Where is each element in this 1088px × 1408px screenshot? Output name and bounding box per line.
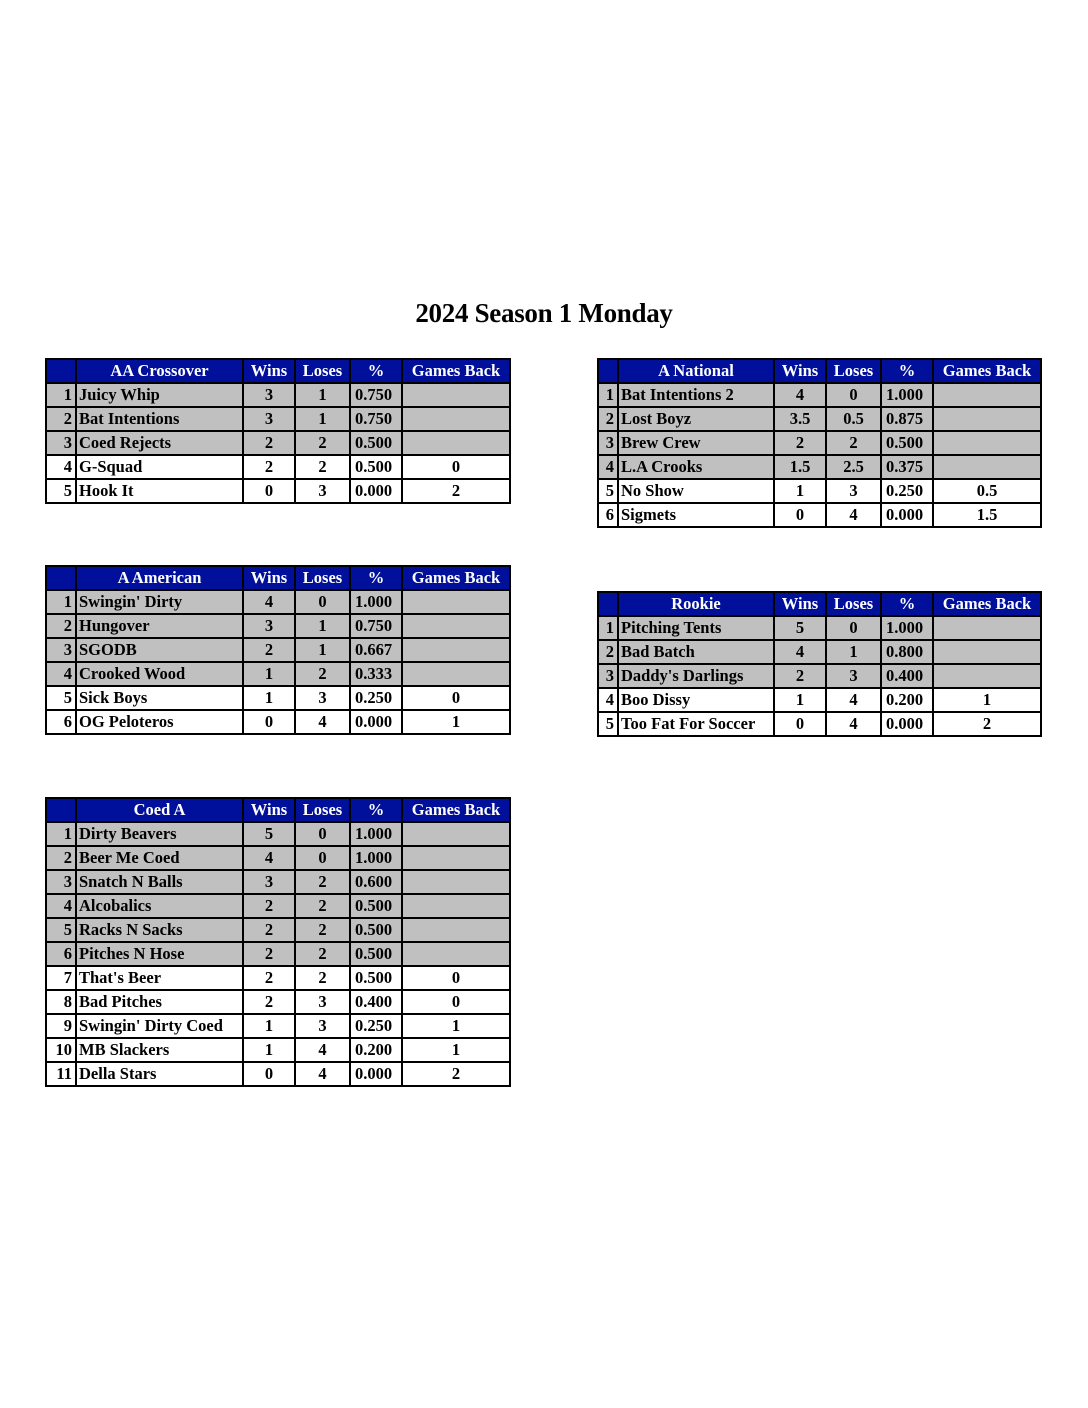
loses-header: Loses [295,798,350,822]
pct-cell: 0.500 [881,431,933,455]
pct-cell: 0.000 [350,479,402,503]
rank-cell: 7 [46,966,76,990]
wins-cell: 2 [243,638,295,662]
table-row [46,614,510,638]
games-back-cell [402,870,510,894]
team-name-cell: Snatch N Balls [76,870,243,894]
wins-header: Wins [774,359,826,383]
rank-cell: 1 [46,590,76,614]
rank-header [46,566,76,590]
standings-table-a-national [597,358,1042,528]
pct-cell: 0.200 [881,688,933,712]
rank-cell: 8 [46,990,76,1014]
games-back-cell [402,431,510,455]
loses-cell: 4 [826,688,881,712]
pct-cell: 0.400 [350,990,402,1014]
pct-cell: 0.600 [350,870,402,894]
table-row [46,638,510,662]
table-row [46,942,510,966]
rank-header [598,359,618,383]
pct-cell: 1.000 [350,590,402,614]
table-row [46,662,510,686]
division-name: A National [618,359,774,383]
wins-cell: 4 [774,640,826,664]
games-back-cell [402,638,510,662]
loses-cell: 3 [295,686,350,710]
table-row [46,990,510,1014]
table-row [46,1014,510,1038]
wins-cell: 3 [243,614,295,638]
loses-header: Loses [295,566,350,590]
rank-cell: 4 [598,455,618,479]
rank-cell: 5 [46,918,76,942]
table-row [598,616,1041,640]
loses-cell: 0 [295,846,350,870]
pct-cell: 0.333 [350,662,402,686]
pct-header: % [881,359,933,383]
rank-header [46,798,76,822]
team-name-cell: Brew Crew [618,431,774,455]
games-back-cell [402,894,510,918]
games-back-cell: 1 [402,1038,510,1062]
games-back-cell: 0 [402,455,510,479]
wins-cell: 0 [243,479,295,503]
pct-cell: 0.750 [350,614,402,638]
loses-cell: 3 [826,664,881,688]
games-back-cell: 1 [933,688,1041,712]
loses-header: Loses [295,359,350,383]
wins-cell: 1 [243,686,295,710]
rank-cell: 6 [598,503,618,527]
team-name-cell: Sigmets [618,503,774,527]
team-name-cell: Lost Boyz [618,407,774,431]
pct-header: % [350,359,402,383]
team-name-cell: Bat Intentions 2 [618,383,774,407]
rank-cell: 1 [598,616,618,640]
team-name-cell: Boo Dissy [618,688,774,712]
games-back-cell: 0 [402,966,510,990]
rank-cell: 4 [46,455,76,479]
games-back-cell [402,918,510,942]
games-back-cell [933,640,1041,664]
team-name-cell: Bad Pitches [76,990,243,1014]
loses-cell: 1 [826,640,881,664]
wins-header: Wins [243,798,295,822]
pct-cell: 0.800 [881,640,933,664]
team-name-cell: Beer Me Coed [76,846,243,870]
pct-header: % [881,592,933,616]
loses-cell: 0 [295,590,350,614]
games-back-cell [933,664,1041,688]
team-name-cell: OG Peloteros [76,710,243,734]
wins-header: Wins [774,592,826,616]
standings-table-a-american [45,565,511,735]
games-back-cell: 0.5 [933,479,1041,503]
games-back-cell: 1.5 [933,503,1041,527]
wins-cell: 1 [774,688,826,712]
division-name: Coed A [76,798,243,822]
games-back-cell: 2 [933,712,1041,736]
loses-cell: 0.5 [826,407,881,431]
games-back-cell: 0 [402,686,510,710]
table-row [598,455,1041,479]
wins-cell: 1 [243,662,295,686]
games-back-header: Games Back [402,359,510,383]
loses-cell: 2 [295,942,350,966]
games-back-cell [933,616,1041,640]
pct-cell: 0.500 [350,894,402,918]
games-back-cell: 0 [402,990,510,1014]
table-row [46,407,510,431]
games-back-cell [933,455,1041,479]
table-row [598,503,1041,527]
wins-cell: 2 [243,942,295,966]
table-row [46,431,510,455]
games-back-header: Games Back [933,359,1041,383]
pct-cell: 0.000 [350,710,402,734]
rank-cell: 3 [598,431,618,455]
rank-cell: 1 [46,822,76,846]
table-row [598,688,1041,712]
rank-cell: 2 [598,407,618,431]
table-row [598,664,1041,688]
pct-cell: 0.500 [350,455,402,479]
wins-cell: 4 [774,383,826,407]
pct-cell: 0.250 [350,686,402,710]
rank-cell: 3 [598,664,618,688]
standings-table-aa-crossover [45,358,511,504]
table-row [46,966,510,990]
games-back-cell [402,383,510,407]
games-back-cell [402,614,510,638]
loses-cell: 4 [826,712,881,736]
rank-cell: 2 [46,846,76,870]
team-name-cell: Hook It [76,479,243,503]
wins-cell: 1 [243,1014,295,1038]
table-row [46,870,510,894]
wins-cell: 3 [243,870,295,894]
pct-cell: 1.000 [350,822,402,846]
wins-cell: 3.5 [774,407,826,431]
division-name: AA Crossover [76,359,243,383]
games-back-cell: 1 [402,710,510,734]
wins-cell: 1 [243,1038,295,1062]
wins-header: Wins [243,359,295,383]
pct-cell: 0.000 [881,503,933,527]
table-row [598,479,1041,503]
loses-cell: 2 [295,918,350,942]
loses-cell: 2 [295,431,350,455]
pct-cell: 0.667 [350,638,402,662]
team-name-cell: G-Squad [76,455,243,479]
page-title: 2024 Season 1 Monday [415,298,673,328]
loses-cell: 2 [826,431,881,455]
pct-cell: 1.000 [881,383,933,407]
rank-cell: 6 [46,942,76,966]
wins-cell: 1.5 [774,455,826,479]
team-name-cell: Bat Intentions [76,407,243,431]
loses-cell: 3 [295,1014,350,1038]
pct-header: % [350,566,402,590]
pct-cell: 0.750 [350,407,402,431]
pct-cell: 0.875 [881,407,933,431]
pct-cell: 1.000 [350,846,402,870]
wins-cell: 2 [243,990,295,1014]
pct-cell: 0.200 [350,1038,402,1062]
rank-cell: 2 [598,640,618,664]
wins-cell: 2 [243,966,295,990]
rank-cell: 3 [46,870,76,894]
loses-header: Loses [826,592,881,616]
pct-cell: 1.000 [881,616,933,640]
table-row [598,431,1041,455]
games-back-cell [933,407,1041,431]
pct-cell: 0.000 [881,712,933,736]
team-name-cell: Crooked Wood [76,662,243,686]
rank-cell: 5 [46,479,76,503]
pct-cell: 0.250 [881,479,933,503]
table-row [46,479,510,503]
team-name-cell: Daddy's Darlings [618,664,774,688]
table-header-row [598,592,1041,616]
rank-header [46,359,76,383]
games-back-cell [402,590,510,614]
wins-cell: 0 [243,710,295,734]
table-row [46,710,510,734]
team-name-cell: No Show [618,479,774,503]
team-name-cell: Sick Boys [76,686,243,710]
rank-cell: 4 [46,894,76,918]
loses-cell: 2 [295,662,350,686]
wins-cell: 5 [243,822,295,846]
wins-cell: 4 [243,846,295,870]
table-header-row [46,798,510,822]
loses-cell: 1 [295,638,350,662]
table-row [46,590,510,614]
pct-cell: 0.000 [350,1062,402,1086]
team-name-cell: Coed Rejects [76,431,243,455]
team-name-cell: Juicy Whip [76,383,243,407]
rank-cell: 11 [46,1062,76,1086]
rank-cell: 4 [598,688,618,712]
table-row [46,846,510,870]
wins-cell: 0 [774,712,826,736]
loses-cell: 0 [826,383,881,407]
pct-cell: 0.375 [881,455,933,479]
rank-cell: 2 [46,614,76,638]
rank-cell: 2 [46,407,76,431]
team-name-cell: Swingin' Dirty Coed [76,1014,243,1038]
table-row [46,1038,510,1062]
team-name-cell: Alcobalics [76,894,243,918]
games-back-cell [402,942,510,966]
loses-cell: 3 [826,479,881,503]
rank-cell: 5 [46,686,76,710]
team-name-cell: Pitching Tents [618,616,774,640]
rank-cell: 3 [46,638,76,662]
games-back-cell: 1 [402,1014,510,1038]
wins-header: Wins [243,566,295,590]
loses-cell: 4 [826,503,881,527]
games-back-header: Games Back [933,592,1041,616]
rank-header [598,592,618,616]
team-name-cell: L.A Crooks [618,455,774,479]
loses-cell: 3 [295,990,350,1014]
standings-table-rookie [597,591,1042,737]
games-back-cell [402,822,510,846]
games-back-cell [402,662,510,686]
rank-cell: 9 [46,1014,76,1038]
table-row [46,455,510,479]
division-name: Rookie [618,592,774,616]
table-row [46,383,510,407]
loses-cell: 4 [295,1038,350,1062]
wins-cell: 2 [243,918,295,942]
games-back-header: Games Back [402,566,510,590]
team-name-cell: SGODB [76,638,243,662]
pct-header: % [350,798,402,822]
table-header-row [46,566,510,590]
wins-cell: 3 [243,407,295,431]
games-back-cell: 2 [402,479,510,503]
loses-cell: 2 [295,455,350,479]
games-back-header: Games Back [402,798,510,822]
standings-table-coed-a [45,797,511,1087]
table-header-row [46,359,510,383]
table-row [598,640,1041,664]
rank-cell: 3 [46,431,76,455]
rank-cell: 1 [46,383,76,407]
pct-cell: 0.250 [350,1014,402,1038]
games-back-cell [933,431,1041,455]
pct-cell: 0.500 [350,942,402,966]
rank-cell: 4 [46,662,76,686]
wins-cell: 2 [774,664,826,688]
table-row [598,712,1041,736]
loses-cell: 2 [295,870,350,894]
wins-cell: 0 [243,1062,295,1086]
games-back-cell [933,383,1041,407]
loses-cell: 4 [295,710,350,734]
table-header-row [598,359,1041,383]
team-name-cell: Too Fat For Soccer [618,712,774,736]
loses-cell: 2.5 [826,455,881,479]
team-name-cell: Pitches N Hose [76,942,243,966]
team-name-cell: Bad Batch [618,640,774,664]
team-name-cell: Della Stars [76,1062,243,1086]
pct-cell: 0.500 [350,431,402,455]
loses-header: Loses [826,359,881,383]
division-name: A American [76,566,243,590]
team-name-cell: Swingin' Dirty [76,590,243,614]
rank-cell: 5 [598,712,618,736]
table-row [46,894,510,918]
wins-cell: 1 [774,479,826,503]
loses-cell: 3 [295,479,350,503]
rank-cell: 1 [598,383,618,407]
team-name-cell: That's Beer [76,966,243,990]
pct-cell: 0.750 [350,383,402,407]
loses-cell: 1 [295,383,350,407]
pct-cell: 0.500 [350,966,402,990]
games-back-cell: 2 [402,1062,510,1086]
loses-cell: 0 [826,616,881,640]
wins-cell: 4 [243,590,295,614]
wins-cell: 3 [243,383,295,407]
wins-cell: 2 [243,455,295,479]
table-row [598,407,1041,431]
loses-cell: 1 [295,407,350,431]
loses-cell: 0 [295,822,350,846]
loses-cell: 2 [295,894,350,918]
table-row [46,918,510,942]
team-name-cell: Racks N Sacks [76,918,243,942]
wins-cell: 2 [774,431,826,455]
loses-cell: 1 [295,614,350,638]
team-name-cell: Hungover [76,614,243,638]
pct-cell: 0.400 [881,664,933,688]
loses-cell: 2 [295,966,350,990]
pct-cell: 0.500 [350,918,402,942]
team-name-cell: MB Slackers [76,1038,243,1062]
games-back-cell [402,407,510,431]
wins-cell: 0 [774,503,826,527]
loses-cell: 4 [295,1062,350,1086]
wins-cell: 5 [774,616,826,640]
rank-cell: 6 [46,710,76,734]
table-row [598,383,1041,407]
table-row [46,822,510,846]
rank-cell: 5 [598,479,618,503]
wins-cell: 2 [243,431,295,455]
table-row [46,686,510,710]
table-row [46,1062,510,1086]
games-back-cell [402,846,510,870]
rank-cell: 10 [46,1038,76,1062]
wins-cell: 2 [243,894,295,918]
team-name-cell: Dirty Beavers [76,822,243,846]
